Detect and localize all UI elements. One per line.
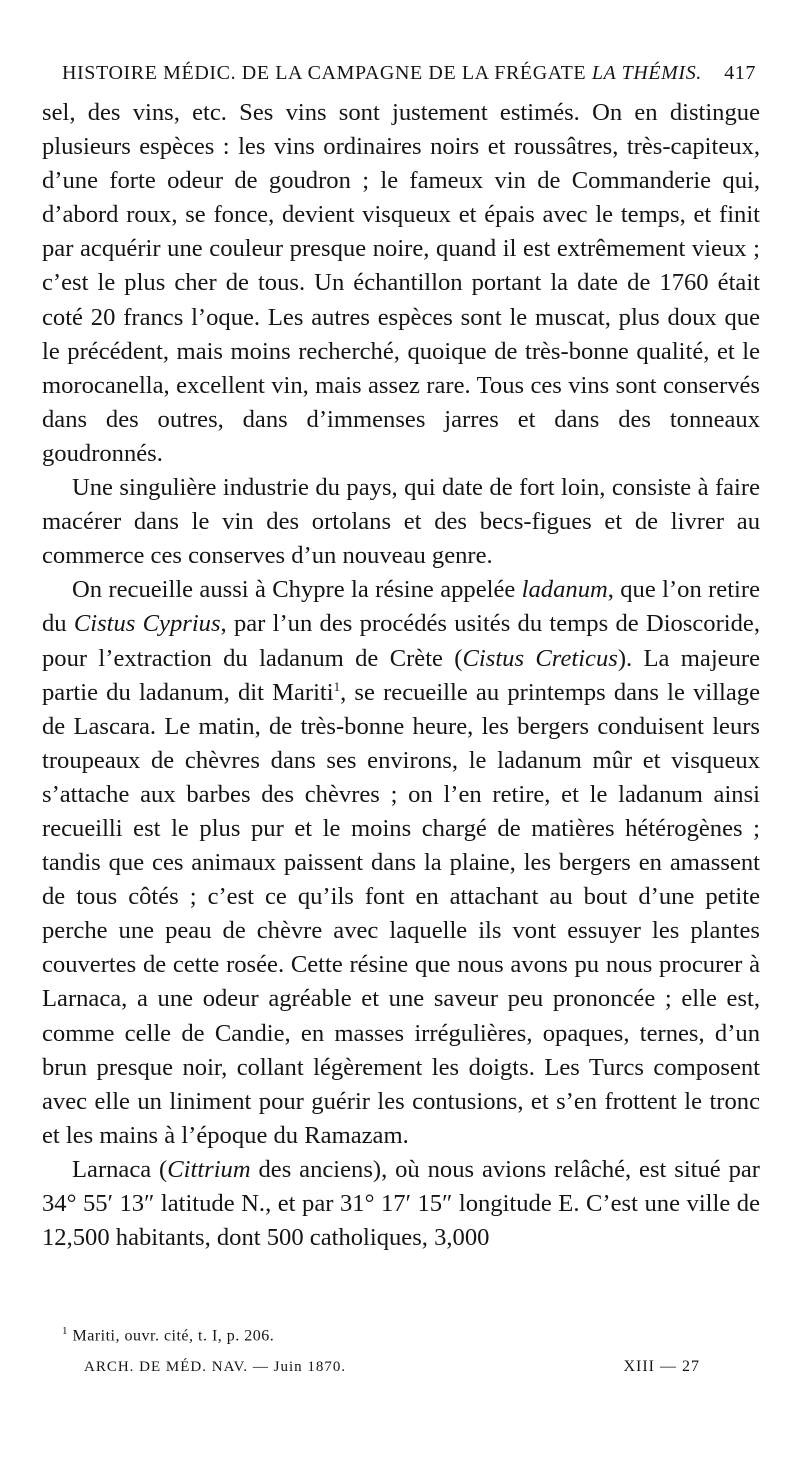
italic-term: Cistus Creticus [462,644,618,672]
text-run: ). La majeure partie du ladanum, dit Mariti [42,644,760,706]
paragraph [42,573,760,1153]
journal-footer: ARCH. DE MÉD. NAV. — Juin 1870. [84,1359,347,1375]
footnote-ref: 1 [333,678,341,694]
text-run: Larnaca ( [72,1155,168,1183]
text-run: , se recueille au printemps dans le village de Lascara. Le matin, de très-bonne heure, les bergers conduisent leurs troupeaux de chèvres dans ses environs, le ladanum mûr et visqueux s’attache aux barbes des chèvres ; on l’en retire, et le ladanum ainsi recueilli est le plus pur et le moins chargé de matières hétérogènes ; tandis que ces animaux paissent dans la plaine, les bergers en amassent de tous côtés ; c’est ce qu’ils font en attachant au bout d’une petite perche une peau de chèvre avec laquelle ils vont essuyer les plantes couvertes de cette rosée. Cette résine que nous avons pu nous procurer à Larnaca, a une odeur agréable et une saveur peu prononcée ; elle est, comme celle de Candie, en masses irrégulières, opaques, ternes, d’un brun presque noir, collant légèrement les doigts. Les Turcs composent avec elle un liniment pour guérir les contusions, et s’en frottent le tronc et les mains à l’époque du Ramazam. [42,678,760,1149]
running-header [62,62,756,85]
page-number: 417 [724,62,756,84]
paragraph [42,471,760,573]
paragraph [42,96,760,471]
running-title: HISTOIRE MÉDIC. DE LA CAMPAGNE DE LA FRÉGATE LA THÉMIS. [62,62,702,84]
text-run: , que l’on retire du [42,576,760,638]
running-title-italic: LA THÉMIS. [591,62,702,84]
signature-mark: XIII — 27 [623,1358,700,1375]
body-text [42,96,760,1255]
footnote-text: Mariti, ouvr. cité, t. I, p. 206. [72,1327,275,1345]
text-run: , par l’un des procédés usités du temps de Dioscoride, pour l’extraction du ladanum de Crète ( [42,610,760,672]
page-footer [84,1358,700,1376]
footnote [62,1325,274,1345]
text-run: des anciens), où nous avions relâché, est situé par 34° 55′ 13″ latitude N., et par 31° 17′ 15″ longitude E. C’est une ville de 12,500 habitants, dont 500 catholiques, 3,000 [42,1155,760,1252]
italic-term: Cittrium [167,1155,251,1183]
italic-term: Cistus Cyprius [73,610,221,638]
footnote-marker: 1 [62,1325,68,1337]
text-run: Une singulière industrie du pays, qui date de fort loin, consiste à faire macérer dans le vin des ortolans et des becs-figues et de livrer au commerce ces conserves d’un nouveau genre. [42,474,760,570]
italic-term: ladanum [521,576,608,604]
text-run: sel, des vins, etc. Ses vins sont justement estimés. On en distingue plusieurs espèces : les vins ordinaires noirs et roussâtres, très-capiteux, d’une forte odeur de goudron ; le fameux vin de Commanderie qui, d’abord roux, se fonce, devient visqueux et épais avec le temps, et finit par acquérir une couleur presque noire, quand il est extrêmement vieux ; c’est le plus cher de tous. Un échantillon portant la date de 1760 était coté 20 francs l’oque. Les autres espèces sont le muscat, plus doux que le précédent, mais moins recherché, quoique de très-bonne qualité, et le morocanella, excellent vin, mais assez rare. Tous ces vins sont conservés dans des outres, dans d’immenses jarres et dans des tonneaux goudronnés. [42,99,760,467]
text-run: On recueille aussi à Chypre la résine appelée [72,576,522,604]
paragraph [42,1153,760,1255]
